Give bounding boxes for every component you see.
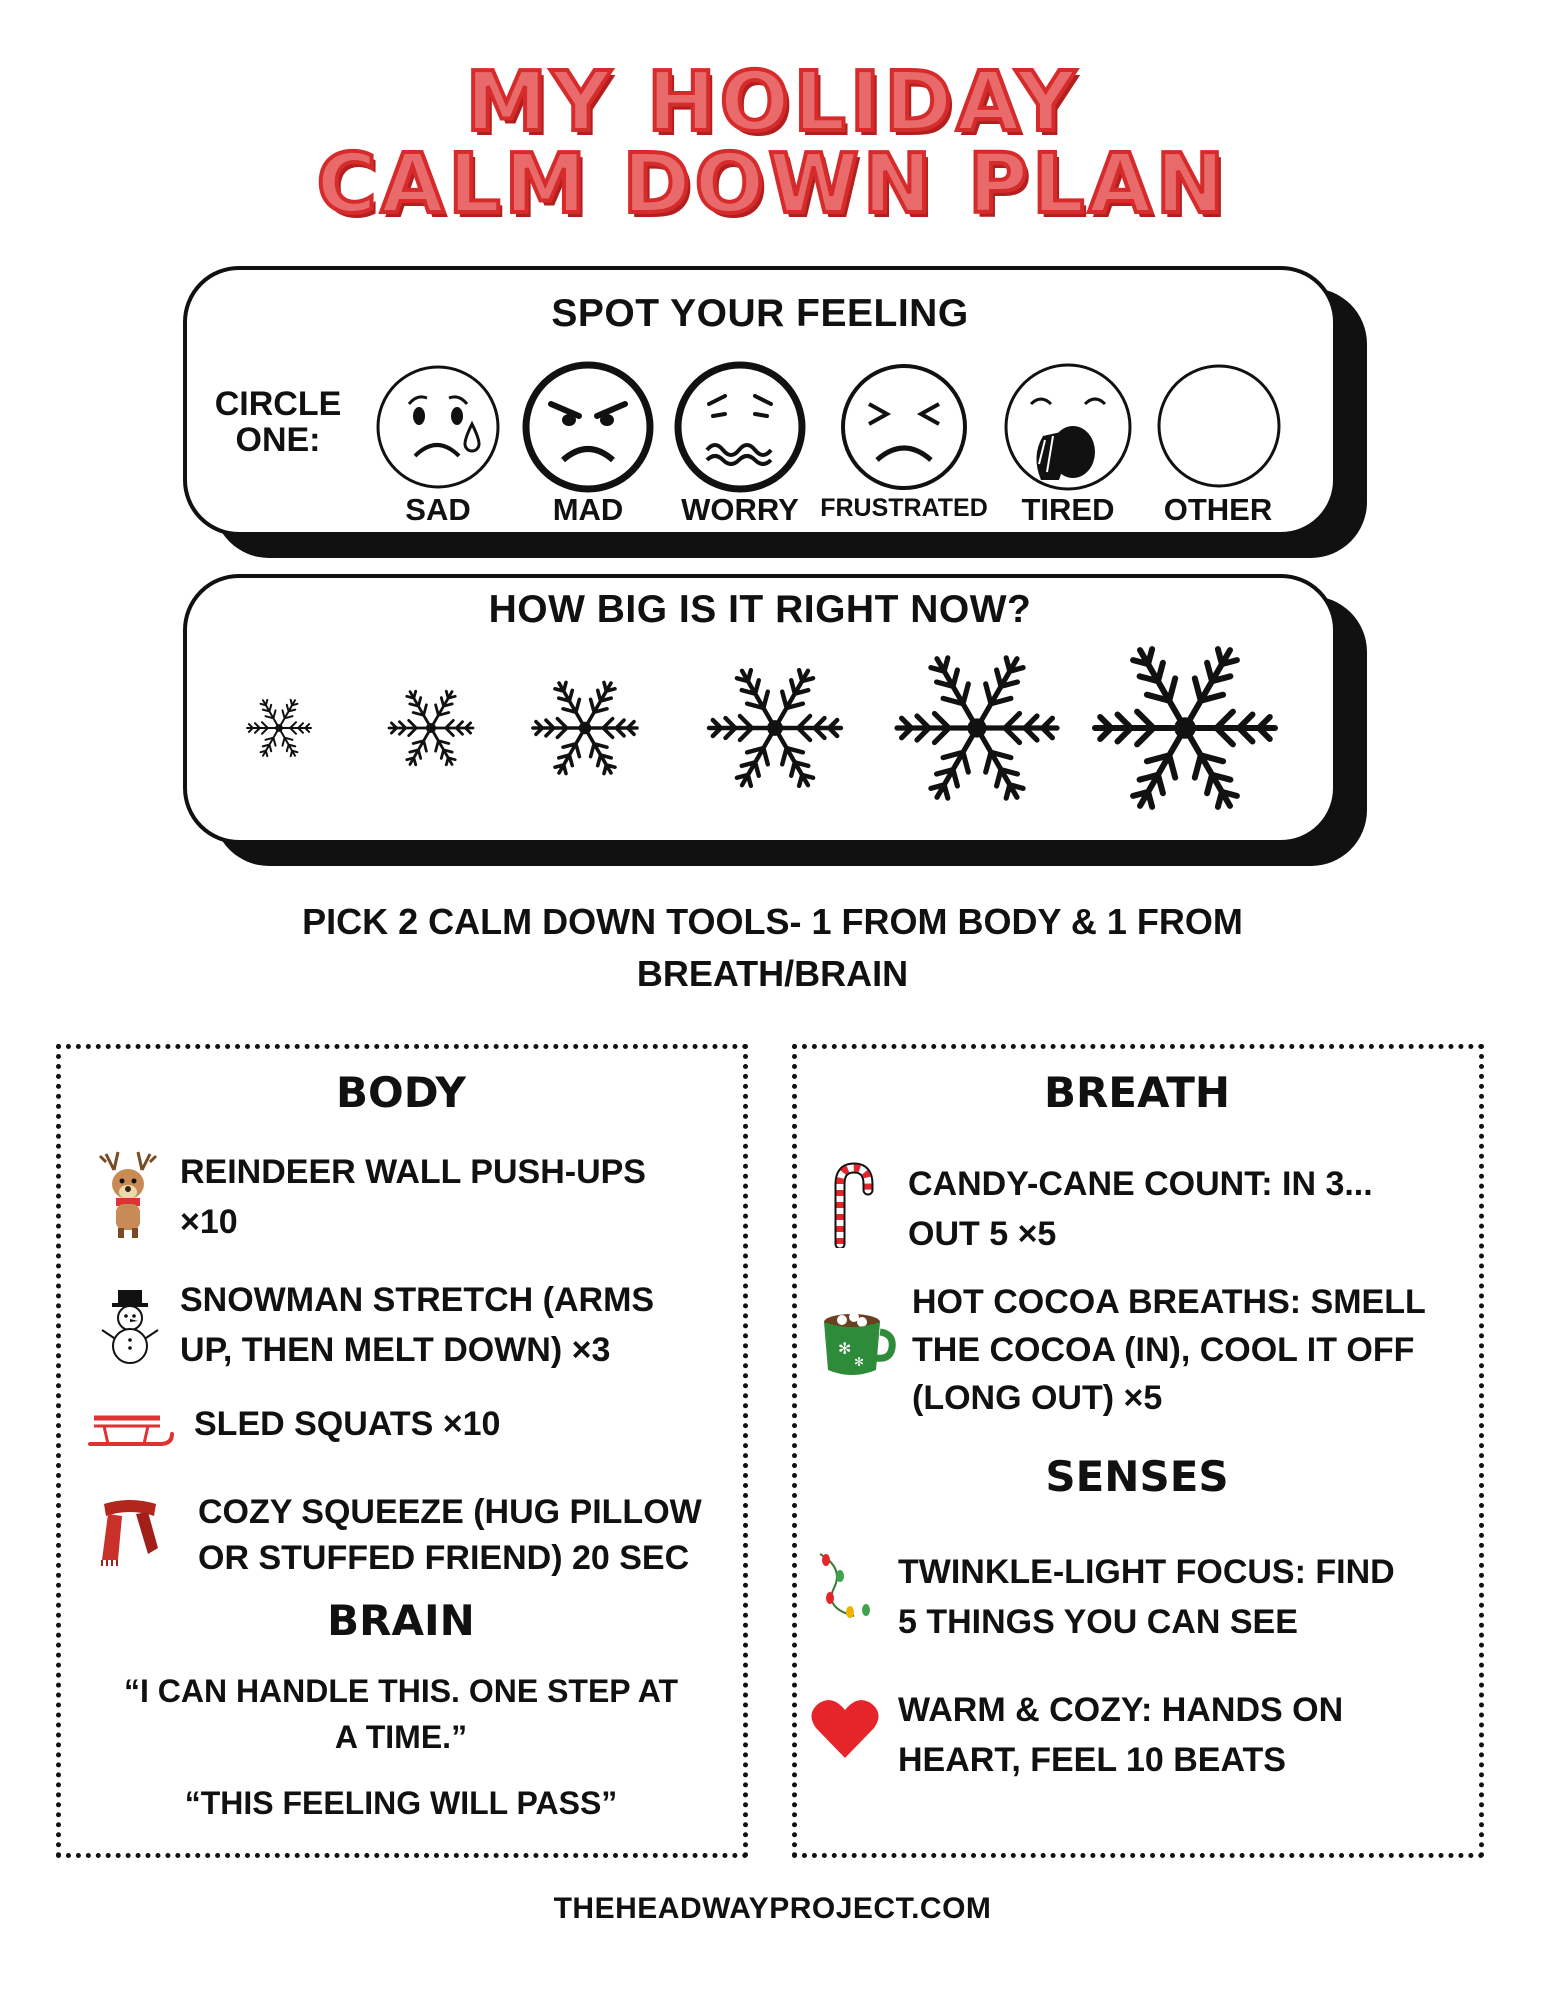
body-item-1-line2: ×10 (180, 1203, 238, 1241)
sad-face-icon[interactable] (375, 364, 501, 490)
svg-text:✻: ✻ (838, 1339, 852, 1358)
worry-face-icon[interactable] (673, 360, 807, 494)
size-panel (183, 574, 1337, 844)
breath-item-2-line3: (LONG OUT) ×5 (912, 1379, 1163, 1417)
instructions-line2: BREATH/BRAIN (636, 953, 909, 994)
breath-item-2-line2: THE COCOA (IN), COOL IT OFF (912, 1331, 1415, 1369)
breath-item-2-line1: HOT COCOA BREATHS: SMELL (912, 1283, 1426, 1321)
scarf-icon (96, 1494, 164, 1568)
twinkle-lights-icon (814, 1548, 876, 1624)
breath-item-1-line1: CANDY-CANE COUNT: IN 3... (908, 1165, 1373, 1203)
senses-item-2-line2: HEART, FEEL 10 BEATS (898, 1741, 1286, 1779)
instructions-line1: PICK 2 CALM DOWN TOOLS- 1 FROM BODY & 1 FROM (302, 901, 1243, 942)
heart-icon (810, 1696, 880, 1760)
senses-item-1-line2: 5 THINGS YOU CAN SEE (898, 1603, 1298, 1641)
brain-quote-2: “THIS FEELING WILL PASS” (184, 1785, 618, 1821)
mad-face-icon[interactable] (521, 360, 655, 494)
face-label-tired: TIRED (1021, 492, 1115, 527)
senses-item-2-line1: WARM & COZY: HANDS ON (898, 1691, 1344, 1729)
hot-cocoa-icon (816, 1308, 896, 1380)
body-item-3: SLED SQUATS ×10 (194, 1405, 501, 1443)
sled-icon (84, 1406, 176, 1454)
face-label-worry: WORRY (681, 492, 799, 527)
snowflake-icon[interactable] (1091, 634, 1279, 822)
feelings-heading: SPOT YOUR FEELING (551, 292, 969, 335)
blank-circle-icon[interactable] (1155, 362, 1283, 490)
page-title-line1: MY HOLIDAY (465, 55, 1080, 150)
body-item-4-line2: OR STUFFED FRIEND) 20 SEC (198, 1539, 690, 1577)
snowman-icon (100, 1288, 160, 1366)
svg-text:✻: ✻ (854, 1355, 865, 1369)
body-heading: BODY (336, 1068, 466, 1117)
reindeer-icon (96, 1148, 160, 1240)
brain-heading: BRAIN (327, 1596, 475, 1645)
body-item-2-line2: UP, THEN MELT DOWN) ×3 (180, 1331, 611, 1369)
snowflake-icon[interactable] (243, 692, 315, 764)
senses-heading: SENSES (1045, 1452, 1229, 1501)
snowflake-icon[interactable] (529, 672, 641, 784)
circle-one-instruction: CIRCLE ONE: (214, 385, 342, 459)
candy-cane-icon (826, 1160, 876, 1248)
breath-heading: BREATH (1043, 1068, 1231, 1117)
snowflake-icon[interactable] (705, 658, 845, 798)
snowflake-icon[interactable] (893, 644, 1061, 812)
snowflake-icon[interactable] (385, 682, 477, 774)
face-label-other: OTHER (1163, 492, 1273, 527)
face-label-mad: MAD (552, 492, 624, 527)
senses-item-1-line1: TWINKLE-LIGHT FOCUS: FIND (898, 1553, 1395, 1591)
body-item-2-line1: SNOWMAN STRETCH (ARMS (180, 1281, 655, 1319)
body-item-4-line1: COZY SQUEEZE (HUG PILLOW (198, 1493, 702, 1531)
brain-quote-1-line2: A TIME.” (334, 1719, 468, 1755)
tired-face-icon[interactable] (1001, 360, 1135, 494)
size-heading: HOW BIG IS IT RIGHT NOW? (488, 588, 1032, 631)
face-label-frustrated: FRUSTRATED (820, 494, 988, 522)
page-title-line2: CALM DOWN PLAN (316, 137, 1229, 232)
brain-quote-1-line1: “I CAN HANDLE THIS. ONE STEP AT (123, 1673, 679, 1709)
frustrated-face-icon[interactable] (839, 362, 969, 492)
footer-url[interactable]: THEHEADWAYPROJECT.COM (553, 1892, 992, 1925)
feelings-panel (183, 266, 1337, 536)
breath-item-1-line2: OUT 5 ×5 (908, 1215, 1057, 1253)
body-item-1-line1: REINDEER WALL PUSH-UPS (180, 1153, 646, 1191)
snowflake-scale (187, 578, 1333, 840)
face-label-sad: SAD (405, 492, 471, 527)
